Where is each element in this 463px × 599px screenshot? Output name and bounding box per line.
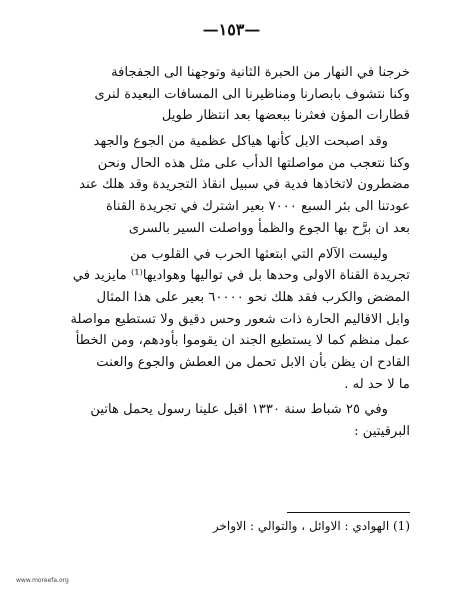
text-line: ما لا حد له .	[344, 376, 410, 392]
text-line: المضض والكرب فقد هلك نحو ٦٠٠٠٠ بعير على هذا المثال	[96, 289, 410, 305]
footnote-divider	[287, 512, 410, 513]
page-number: —١٥٣—	[202, 20, 261, 39]
text-line: وكنا نتعجب من مواصلتها الدأب على مثل هذه الحال ونحن	[97, 155, 410, 171]
text-line: البرقيتين :	[354, 424, 410, 439]
paragraph-1	[56, 62, 410, 127]
text-line: وفي ٢٥ شباط سنة ١٣٣٠ اقبل علينا رسول يحمل هاتين	[90, 402, 388, 418]
text-line: قطارات المؤن فعثرنا ببعضها بعد انتظار طويل	[161, 108, 410, 124]
site-watermark: www.moreefa.org	[16, 577, 69, 584]
text-line: خرجنا في النهار من الحبرة الثانية وتوجهنا الى الجفجافة	[111, 65, 410, 80]
text-line: وكنا نتشوف بابصارنا ومناظيرنا الى المسافات البعيدة لنرى	[94, 86, 410, 102]
text-line: بعد ان برَّح بها الجوع والظمأ وواصلت السير بالسرى	[128, 220, 410, 236]
text-line: القادح ان يظن بأن الابل تحمل من العطش والجوع والعنت	[96, 354, 410, 370]
text-line: تجريدة القناة الاولى وحدها بل في تواليها وهواديها⁽¹⁾ مايزيد في	[72, 268, 410, 284]
paragraph-4	[56, 399, 410, 442]
text-line: وليست الآلام التي ابتعثها الحرب في القلوب من	[130, 246, 388, 262]
text-line: مضطرون لاتخاذها فدية في سبيل انقاذ التجريدة وقد هلك عند	[79, 177, 410, 193]
text-line: عمل منظم كما لا يستطيع الجند ان يقوموا بأودهم، ومن الخطأ	[75, 333, 410, 349]
footnote: (1) الهوادي : الاوائل ، والتوالي : الاواخر	[212, 519, 410, 533]
text-line: وابل الاقاليم الحارة ذات شعور وحس دقيق ولا تستطيع مواصلة	[70, 311, 410, 327]
paragraph-2	[56, 131, 410, 239]
paragraph-3	[56, 244, 410, 396]
text-line: وقد اصبحت الابل كأنها هياكل عظمية من الجوع والجهد	[93, 134, 388, 150]
body-text	[56, 62, 410, 443]
text-line: عودتنا الى بئر السبع ٧٠٠٠ بعير اشترك في تجريدة القناة	[106, 199, 410, 215]
